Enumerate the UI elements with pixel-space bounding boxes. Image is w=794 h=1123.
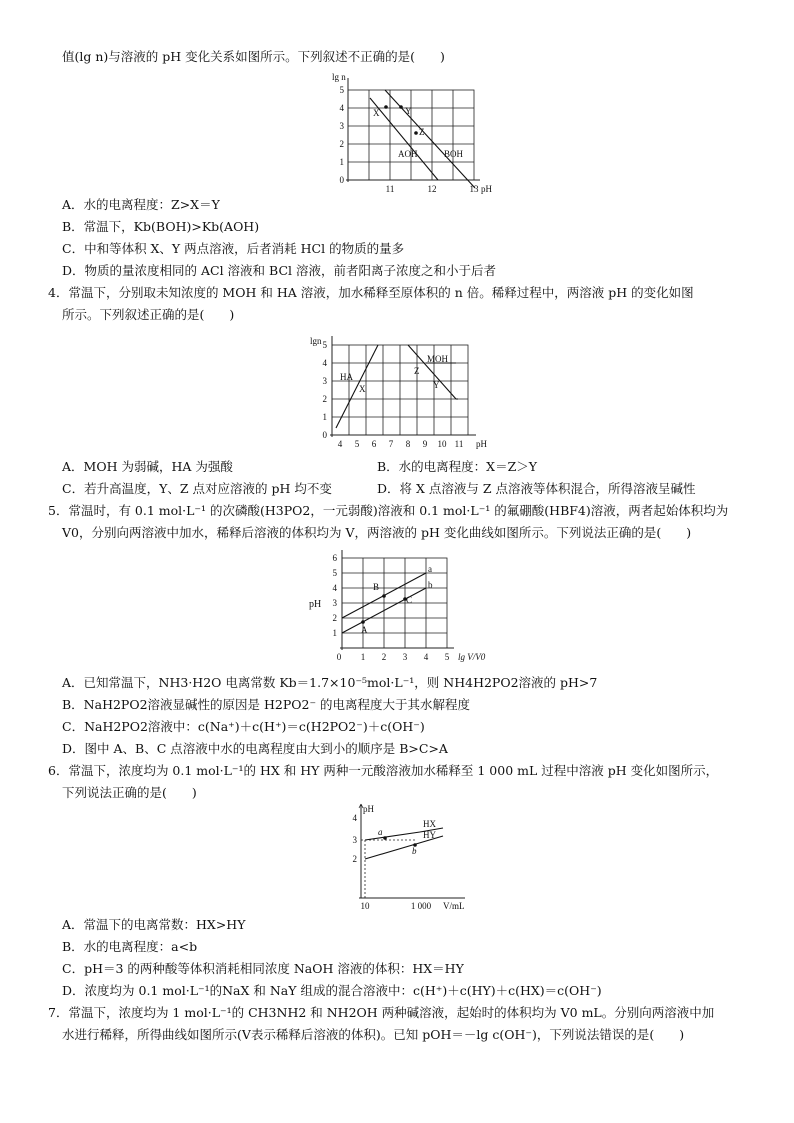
q3-ytick: 5 <box>339 85 344 95</box>
q3-ytick: 1 <box>339 157 344 167</box>
q3-curve-aoh: AOH <box>398 149 418 159</box>
q4-label-moh: MOH <box>427 354 449 364</box>
q4-ytick: 5 <box>322 340 327 350</box>
q3-option-b: B．常温下，Kb(BOH)>Kb(AOH) <box>62 219 260 234</box>
q3-xtick: 12 <box>427 184 437 194</box>
q3-figure <box>330 70 500 195</box>
q5-label-b-curve: b <box>428 580 433 590</box>
q5-xtick: 1 <box>360 652 366 662</box>
q4-xtick: 11 <box>454 439 464 449</box>
q4-option-c: C．若升高温度，Y、Z 点对应溶液的 pH 均不变 <box>62 481 332 496</box>
q5-xtick: 3 <box>402 652 408 662</box>
q6-xtick: 10 <box>360 901 370 911</box>
q5-xtick: 5 <box>444 652 450 662</box>
q3-ytick: 3 <box>339 121 344 131</box>
q4-label-z: Z <box>414 366 420 376</box>
q6-chart <box>335 800 485 915</box>
q5-xlabel: lg V/V0 <box>458 652 486 662</box>
q4-stem-line2: 所示。下列叙述正确的是( ) <box>62 307 235 322</box>
q4-xlabel: pH <box>476 439 487 449</box>
q5-xtick: 0 <box>336 652 342 662</box>
q6-option-d: D．浓度均为 0.1 mol·L⁻¹的NaX 和 NaY 组成的混合溶液中：c(H⁺)＋c(HY)＋c(HX)＝c(OH⁻) <box>62 983 602 998</box>
q6-stem-line1: 6．常温下，浓度均为 0.1 mol·L⁻¹的 HX 和 HY 两种一元酸溶液加水稀释至 1 000 mL 过程中溶液 pH 变化如图所示， <box>48 763 719 778</box>
q6-label-a: a <box>378 827 383 837</box>
q4-ytick: 4 <box>322 358 327 368</box>
q5-ytick: 6 <box>332 553 337 563</box>
q4-option-a: A．MOH 为弱碱，HA 为强酸 <box>62 459 233 474</box>
q3-ytick: 2 <box>339 139 344 149</box>
q5-ytick: 5 <box>332 568 337 578</box>
q5-xtick: 2 <box>381 652 387 662</box>
q6-figure <box>335 800 485 915</box>
q4-xtick: 9 <box>422 439 428 449</box>
q6-ytick: 4 <box>352 813 357 823</box>
q4-xtick: 6 <box>371 439 377 449</box>
q3-point-z: Z <box>419 127 425 137</box>
q5-ytick: 3 <box>332 598 337 608</box>
q6-option-a: A．常温下的电离常数：HX>HY <box>62 917 246 932</box>
q6-ytick: 3 <box>352 835 357 845</box>
q3-point-y: Y <box>405 106 412 116</box>
q3-chart <box>330 70 500 195</box>
q3-ylabel: lg n <box>332 72 346 82</box>
q5-stem-line2: V0，分别向两溶液中加水，稀释后溶液的体积均为 V，两溶液的 pH 变化曲线如图所示。下列说法正确的是( ) <box>62 525 692 540</box>
q4-option-b: B．水的电离程度：X＝Z＞Y <box>377 459 538 474</box>
q5-ylabel: pH <box>309 599 322 610</box>
q3-option-c: C．中和等体积 X、Y 两点溶液，后者消耗 HCl 的物质的量多 <box>62 241 405 256</box>
q5-ytick: 4 <box>332 583 337 593</box>
q3-xtick: 13 <box>469 184 479 194</box>
q4-xtick: 8 <box>405 439 411 449</box>
q3-ytick: 0 <box>339 175 344 185</box>
q3-curve-boh: BOH <box>444 149 464 159</box>
q5-stem-line1: 5．常温时，有 0.1 mol·L⁻¹ 的次磷酸(H3PO2，一元弱酸)溶液和 0.1 mol·L⁻¹ 的氟硼酸(HBF4)溶液，两者起始体积均为 <box>48 503 729 518</box>
q6-option-c: C．pH＝3 的两种酸等体积消耗相同浓度 NaOH 溶液的体积：HX＝HY <box>62 961 464 976</box>
q4-label-y: Y <box>433 380 440 390</box>
q6-ylabel: pH <box>363 804 374 814</box>
q6-xlabel: V/mL <box>443 901 465 911</box>
q3-option-d: D．物质的量浓度相同的 ACl 溶液和 BCl 溶液，前者阳离子浓度之和小于后者 <box>62 263 496 278</box>
q7-stem-line2: 水进行稀释，所得曲线如图所示(V表示稀释后溶液的体积)。已知 pOH＝－lg c(OH⁻)，下列说法错误的是( ) <box>62 1027 685 1042</box>
q4-xtick: 4 <box>337 439 343 449</box>
q6-label-b: b <box>412 846 417 856</box>
q4-ytick: 2 <box>322 394 327 404</box>
q3-xtick: 11 <box>385 184 395 194</box>
q4-ytick: 1 <box>322 412 327 422</box>
q5-label-a-curve: a <box>428 564 432 574</box>
q4-xtick: 10 <box>437 439 447 449</box>
q5-option-c: C．NaH2PO2溶液中：c(Na⁺)＋c(H⁺)＝c(H2PO2⁻)＋c(OH⁻) <box>62 719 425 734</box>
q5-option-a: A．已知常温下，NH3·H2O 电离常数 Kb＝1.7×10⁻⁵mol·L⁻¹，则 NH4H2PO2溶液的 pH>7 <box>62 675 598 690</box>
q7-stem-line1: 7．常温下，浓度均为 1 mol·L⁻¹的 CH3NH2 和 NH2OH 两种碱溶液，起始时的体积均为 V0 mL。分别向两溶液中加 <box>48 1005 715 1020</box>
q4-xtick: 7 <box>388 439 394 449</box>
q4-ytick: 3 <box>322 376 327 386</box>
q3-xlabel: pH <box>481 184 492 194</box>
q4-option-d: D．将 X 点溶液与 Z 点溶液等体积混合，所得溶液呈碱性 <box>377 481 696 496</box>
q5-xtick: 4 <box>423 652 429 662</box>
q3-ytick: 4 <box>339 103 344 113</box>
q5-option-b: B．NaH2PO2溶液显碱性的原因是 H2PO2⁻ 的电离程度大于其水解程度 <box>62 697 471 712</box>
q5-ytick: 2 <box>332 613 337 623</box>
q5-label-b: B <box>373 582 380 592</box>
q5-chart <box>306 546 496 670</box>
intro-line: 值(lg n)与溶液的 pH 变化关系如图所示。下列叙述不正确的是( ) <box>62 49 445 64</box>
q5-label-c: C <box>406 595 413 605</box>
q4-stem-line1: 4．常温下，分别取未知浓度的 MOH 和 HA 溶液，加水稀释至原体积的 n 倍。稀释过程中，两溶液 pH 的变化如图 <box>48 285 694 300</box>
q5-ytick: 1 <box>332 628 337 638</box>
q3-option-a: A．水的电离程度：Z>X＝Y <box>62 197 220 212</box>
q6-label-hy: HY <box>423 830 436 840</box>
q4-ylabel: lgn <box>310 336 322 346</box>
q4-figure <box>306 328 496 452</box>
q4-label-x: X <box>359 384 366 394</box>
q6-xtick: 1 000 <box>410 901 432 911</box>
q5-figure <box>306 546 496 670</box>
q4-ytick: 0 <box>322 430 327 440</box>
q6-stem-line2: 下列说法正确的是( ) <box>62 785 197 800</box>
q3-point-x: X <box>373 108 380 118</box>
q5-option-d: D．图中 A、B、C 点溶液中水的电离程度由大到小的顺序是 B>C>A <box>62 741 448 756</box>
q4-chart <box>306 328 496 452</box>
q4-label-ha: HA <box>340 372 353 382</box>
q6-option-b: B．水的电离程度：a<b <box>62 939 198 954</box>
q4-xtick: 5 <box>354 439 360 449</box>
q6-ytick: 2 <box>352 854 357 864</box>
q5-label-a: A <box>361 625 368 635</box>
q6-label-hx: HX <box>423 819 436 829</box>
